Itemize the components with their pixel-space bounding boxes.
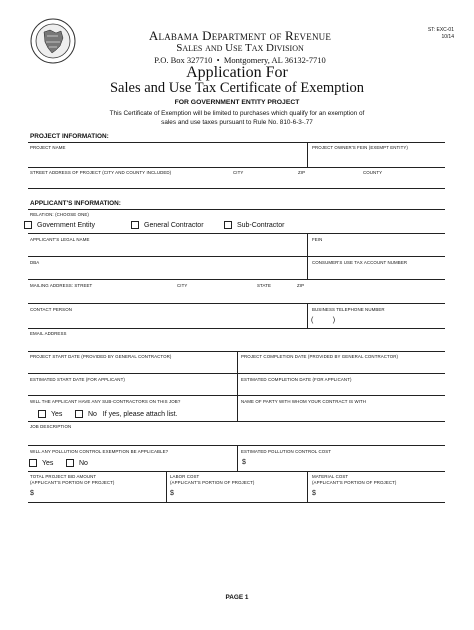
pollution-question: WILL ANY POLLUTION CONTROL EXEMPTION BE APPLICABLE? xyxy=(30,449,169,454)
project-county-field[interactable]: COUNTY xyxy=(363,170,383,175)
page-number: PAGE 1 xyxy=(225,594,249,601)
costs-divider-1 xyxy=(166,471,167,502)
mailing-city-field[interactable]: CITY xyxy=(177,283,188,288)
contact-person-field[interactable]: CONTACT PERSON xyxy=(30,307,72,312)
est-dates-divider xyxy=(237,373,238,395)
state-seal-icon xyxy=(30,18,76,64)
pollution-rule xyxy=(28,471,445,472)
legal-name-rule xyxy=(28,256,445,257)
subcontractors-no-label: No If yes, please attach list. xyxy=(88,411,178,418)
address-po-box: P.O. Box 327710 xyxy=(154,55,213,65)
labor-cost-label-2: (APPLICANT'S PORTION OF PROJECT) xyxy=(170,480,255,485)
costs-divider-2 xyxy=(307,471,308,502)
total-bid-label-2: (APPLICANT'S PORTION OF PROJECT) xyxy=(30,480,115,485)
labor-cost-dollar: $ xyxy=(170,490,174,497)
relation-government-label: Government Entity xyxy=(37,222,95,229)
address-city: Montgomery, AL 36132-7710 xyxy=(223,55,326,65)
applicant-info-heading: APPLICANT'S INFORMATION: xyxy=(30,200,121,207)
contact-divider xyxy=(307,303,308,328)
completion-date-gc-field[interactable]: PROJECT COMPLETION DATE (PROVIDED BY GENERAL CONTRACTOR) xyxy=(241,354,399,359)
project-row2-rule xyxy=(28,188,445,189)
consumer-account-field[interactable]: CONSUMER'S USE TAX ACCOUNT NUMBER xyxy=(312,260,408,265)
pollution-yes-label: Yes xyxy=(42,460,54,467)
pollution-no-label: No xyxy=(79,460,88,467)
material-cost-label-1[interactable]: MATERIAL COST xyxy=(312,474,349,479)
mailing-state-field[interactable]: STATE xyxy=(257,283,271,288)
subcontractors-yes-label: Yes xyxy=(51,411,63,418)
relation-sub-contractor-checkbox[interactable] xyxy=(224,221,232,229)
legal-name-divider xyxy=(307,233,308,256)
project-section-rule xyxy=(28,142,445,143)
division-name: Sales and Use Tax Division xyxy=(176,42,304,54)
owner-fein-field[interactable]: PROJECT OWNER'S FEIN (EXEMPT ENTITY) xyxy=(312,145,408,150)
intro-line2: sales and use taxes pursuant to Rule No. 810-6-3-.77 xyxy=(161,119,313,126)
subcontractors-question: WILL THE APPLICANT HAVE ANY SUB-CONTRACTORS ON THIS JOB? xyxy=(30,399,181,404)
department-name: Alabama Department of Revenue xyxy=(148,28,332,43)
total-bid-dollar: $ xyxy=(30,490,34,497)
subcontractors-divider xyxy=(237,395,238,421)
project-info-heading: PROJECT INFORMATION: xyxy=(30,133,109,140)
subcontractors-rule xyxy=(28,421,445,422)
material-cost-dollar: $ xyxy=(312,490,316,497)
intro-line1: This Certificate of Exemption will be limited to purchases which qualify for an exemption of xyxy=(109,110,365,117)
mailing-street-field[interactable]: MAILING ADDRESS: STREET xyxy=(30,283,93,288)
contact-rule xyxy=(28,328,445,329)
pollution-divider xyxy=(237,445,238,471)
email-field[interactable]: EMAIL ADDRESS xyxy=(30,331,67,336)
relation-row-rule xyxy=(28,233,445,234)
project-city-field[interactable]: CITY xyxy=(233,170,244,175)
relation-government-checkbox[interactable] xyxy=(24,221,32,229)
relation-label: RELATION: (CHOOSE ONE) xyxy=(30,212,89,217)
dba-rule xyxy=(28,279,445,280)
street-address-field[interactable]: STREET ADDRESS OF PROJECT (CITY AND COUNTY INCLUDED) xyxy=(30,170,172,175)
applicant-fein-field[interactable]: FEIN xyxy=(312,237,323,242)
total-bid-label-1[interactable]: TOTAL PROJECT BID AMOUNT xyxy=(30,474,97,479)
pollution-no-checkbox[interactable] xyxy=(66,459,74,467)
material-cost-label-2: (APPLICANT'S PORTION OF PROJECT) xyxy=(312,480,397,485)
form-title-line1: Application For xyxy=(186,64,288,81)
mailing-rule xyxy=(28,303,445,304)
start-date-gc-field[interactable]: PROJECT START DATE (PROVIDED BY GENERAL CONTRACTOR) xyxy=(30,354,172,359)
project-row1-divider xyxy=(307,142,308,167)
phone-area-code[interactable]: ( ) xyxy=(311,317,336,324)
relation-general-contractor-checkbox[interactable] xyxy=(131,221,139,229)
job-description-field[interactable]: JOB DESCRIPTION xyxy=(30,424,72,429)
address-bullet: • xyxy=(214,55,222,65)
form-code: ST: EXC-01 xyxy=(427,27,454,33)
form-title-line2: Sales and Use Tax Certificate of Exemption xyxy=(109,80,364,96)
legal-name-field[interactable]: APPLICANT'S LEGAL NAME xyxy=(30,237,90,242)
form-subtitle: FOR GOVERNMENT ENTITY PROJECT xyxy=(174,99,300,106)
subcontractors-yes-checkbox[interactable] xyxy=(38,410,46,418)
applicant-section-rule xyxy=(28,209,445,210)
subcontractors-no-checkbox[interactable] xyxy=(75,410,83,418)
est-start-date-field[interactable]: ESTIMATED START DATE (FOR APPLICANT) xyxy=(30,377,125,382)
project-row1-rule xyxy=(28,167,445,168)
labor-cost-label-1[interactable]: LABOR COST xyxy=(170,474,200,479)
contract-party-field[interactable]: NAME OF PARTY WITH WHOM YOUR CONTRACT IS WITH xyxy=(241,399,367,404)
relation-sub-contractor-label: Sub-Contractor xyxy=(237,222,285,229)
dba-field[interactable]: DBA xyxy=(30,260,40,265)
pollution-cost-field[interactable]: ESTIMATED POLLUTION CONTROL COST xyxy=(241,449,332,454)
dba-divider xyxy=(307,256,308,279)
costs-rule xyxy=(28,502,445,503)
mailing-zip-field[interactable]: ZIP xyxy=(297,283,305,288)
project-zip-field[interactable]: ZIP xyxy=(298,170,306,175)
project-name-field[interactable]: PROJECT NAME xyxy=(30,145,66,150)
business-phone-field[interactable]: BUSINESS TELEPHONE NUMBER xyxy=(312,307,385,312)
est-completion-date-field[interactable]: ESTIMATED COMPLETION DATE (FOR APPLICANT) xyxy=(241,377,352,382)
pollution-yes-checkbox[interactable] xyxy=(29,459,37,467)
form-revision: 10/14 xyxy=(441,34,454,40)
relation-general-contractor-label: General Contractor xyxy=(144,222,204,229)
dates-gc-divider xyxy=(237,351,238,373)
pollution-cost-dollar: $ xyxy=(242,459,246,466)
